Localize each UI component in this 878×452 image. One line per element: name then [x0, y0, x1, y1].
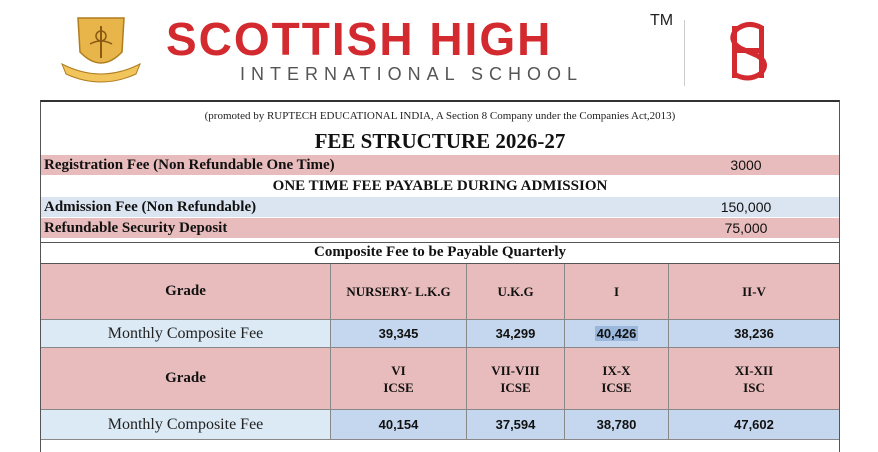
fee-structure-sheet	[40, 100, 840, 452]
grade-header: Grade	[41, 264, 331, 320]
grade-header-cell	[669, 348, 839, 410]
fee-cell: 38,780	[565, 410, 669, 440]
grade-header-cell	[467, 348, 565, 410]
board-name: ICSE	[601, 379, 632, 395]
board-name: ICSE	[383, 379, 414, 395]
admission-fee-row	[41, 197, 839, 217]
security-deposit-value: 75,000	[724, 220, 768, 236]
selected-text: 40,426	[596, 326, 637, 341]
grade-header: Grade	[41, 348, 331, 410]
grade-header-cell: II-V	[669, 264, 839, 320]
school-crest-icon	[58, 12, 144, 84]
registration-fee-row	[41, 155, 839, 175]
grade-header-cell	[565, 348, 669, 410]
school-logo-text	[166, 12, 686, 92]
brand-name: SCOTTISH HIGH	[166, 13, 553, 65]
fee-cell-highlighted	[565, 320, 669, 348]
fee-cell: 40,154	[331, 410, 467, 440]
grade-name: VII-VIII	[491, 362, 540, 378]
composite-fee-table	[41, 263, 839, 440]
page-title: FEE STRUCTURE 2026-27	[314, 128, 566, 153]
board-name: ICSE	[500, 379, 531, 395]
grade-header-cell	[331, 348, 467, 410]
board-name: ISC	[743, 379, 765, 395]
admission-fee-label: Admission Fee (Non Refundable)	[44, 198, 257, 215]
fee-cell: 34,299	[467, 320, 565, 348]
grade-header-cell: U.K.G	[467, 264, 565, 320]
fee-cell: 37,594	[467, 410, 565, 440]
admission-fee-value: 150,000	[720, 199, 772, 215]
security-deposit-label: Refundable Security Deposit	[44, 219, 228, 236]
brand-subtitle: INTERNATIONAL SCHOOL	[240, 64, 584, 84]
monthly-fee-label: Monthly Composite Fee	[41, 320, 331, 348]
page-header	[0, 0, 878, 100]
grade-header-cell: I	[565, 264, 669, 320]
one-time-fee-heading: ONE TIME FEE PAYABLE DURING ADMISSION	[272, 177, 608, 194]
sh-monogram-icon	[718, 18, 778, 84]
trademark-mark: TM	[650, 12, 674, 29]
security-deposit-row	[41, 218, 839, 238]
header-divider	[684, 20, 685, 86]
composite-fee-heading: Composite Fee to be Payable Quarterly	[41, 242, 839, 262]
registration-fee-label: Registration Fee (Non Refundable One Time)	[44, 156, 335, 173]
monthly-fee-label: Monthly Composite Fee	[41, 410, 331, 440]
grade-name: XI-XII	[734, 362, 774, 378]
grade-name: IX-X	[602, 362, 631, 378]
fee-cell: 39,345	[331, 320, 467, 348]
registration-fee-value: 3000	[730, 157, 762, 173]
grade-header-cell: NURSERY- L.K.G	[331, 264, 467, 320]
fee-cell: 38,236	[669, 320, 839, 348]
promoted-by-note: (promoted by RUPTECH EDUCATIONAL INDIA, A Section 8 Company under the Companies Act,2013)	[204, 110, 676, 122]
fee-cell: 47,602	[669, 410, 839, 440]
grade-name: VI	[391, 362, 406, 378]
